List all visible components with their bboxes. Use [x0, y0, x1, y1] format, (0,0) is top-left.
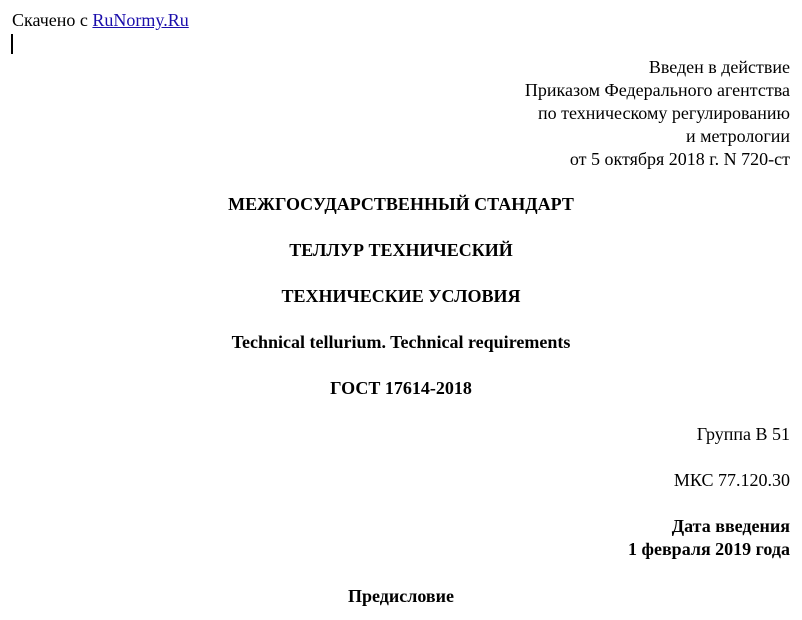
source-link[interactable]: RuNormy.Ru — [92, 10, 189, 30]
text-cursor — [11, 34, 13, 54]
source-prefix: Скачено с — [12, 10, 88, 30]
approval-line: по техническому регулированию — [537, 103, 790, 123]
approval-block — [525, 56, 790, 171]
approval-line: Приказом Федерального агентства — [524, 80, 790, 100]
source-line — [12, 9, 189, 31]
group-code: Группа В 51 — [696, 424, 790, 444]
approval-line: от 5 октября 2018 г. N 720-ст — [569, 149, 790, 169]
standard-type-heading: МЕЖГОСУДАРСТВЕННЫЙ СТАНДАРТ — [228, 194, 574, 214]
intro-date-value: 1 февраля 2019 года — [628, 539, 790, 559]
intro-date-block — [628, 515, 790, 561]
section-heading-foreword: Предисловие — [348, 586, 454, 606]
intro-date-label: Дата введения — [671, 516, 790, 536]
english-title: Technical tellurium. Technical requirements — [231, 332, 571, 352]
document-title: ТЕЛЛУР ТЕХНИЧЕСКИЙ — [289, 240, 513, 260]
approval-line: Введен в действие — [648, 57, 790, 77]
document-subtitle: ТЕХНИЧЕСКИЕ УСЛОВИЯ — [281, 286, 521, 306]
mks-code: МКС 77.120.30 — [673, 470, 790, 490]
standard-code: ГОСТ 17614-2018 — [330, 378, 472, 398]
approval-line: и метрологии — [686, 126, 790, 146]
